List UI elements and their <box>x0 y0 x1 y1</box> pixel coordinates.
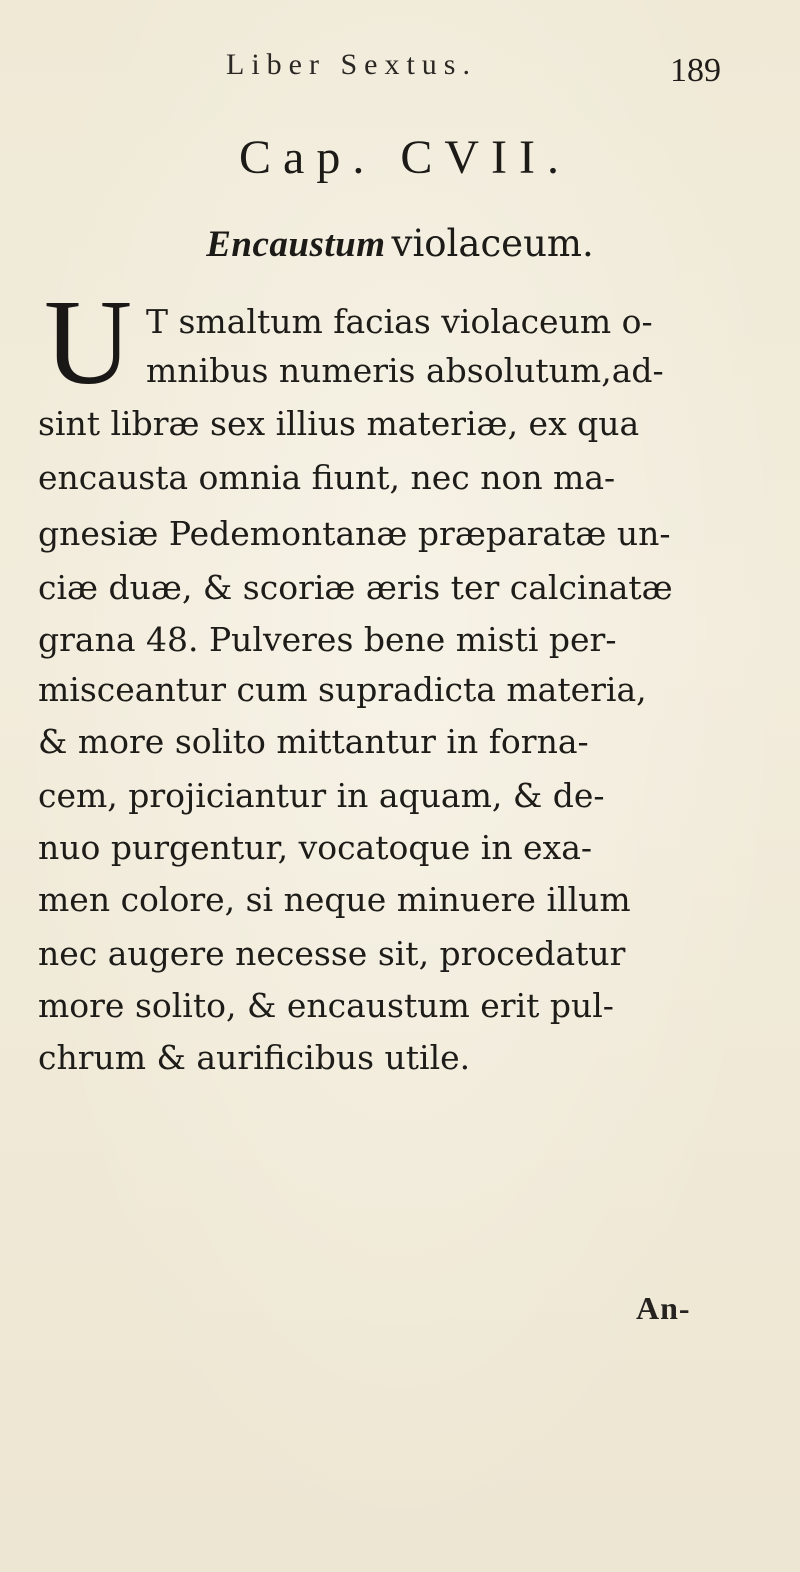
drop-cap: U <box>44 275 133 410</box>
text-line-14: more solito, & encaustum erit pul- <box>38 986 614 1025</box>
text-line-3: sint libræ sex illius materiæ, ex qua <box>38 404 640 443</box>
page-number: 189 <box>670 52 721 89</box>
text-line-12: men colore, si neque minuere illum <box>38 880 631 919</box>
text-line-11: nuo purgentur, vocatoque in exa- <box>38 828 593 867</box>
catchword: An- <box>636 1290 691 1326</box>
text-line-9: & more solito mittantur in forna- <box>38 722 589 761</box>
text-line-10: cem, projiciantur in aquam, & de- <box>38 776 605 815</box>
text-line-5: gnesiæ Pedemontanæ præparatæ un- <box>38 514 671 553</box>
text-line-6: ciæ duæ, & scoriæ æris ter calcinatæ <box>38 568 673 607</box>
recipe-title-italic: Encaustum <box>206 224 386 265</box>
text-line-4: encausta omnia fiunt, nec non ma- <box>38 458 616 497</box>
chapter-heading: Cap. CVII. <box>239 131 571 184</box>
text-line-15: chrum & aurificibus utile. <box>38 1038 471 1077</box>
text-line-2: mnibus numeris absolutum,ad- <box>146 351 664 390</box>
text-line-1: T smaltum facias violaceum o- <box>146 302 653 341</box>
recipe-title-roman: violaceum. <box>391 222 594 265</box>
running-head: Liber Sextus. <box>226 48 477 81</box>
recipe-title <box>0 222 800 266</box>
text-line-7: grana 48. Pulveres bene misti per- <box>38 620 617 659</box>
text-line-8: misceantur cum supradicta materia, <box>38 670 647 709</box>
text-line-13: nec augere necesse sit, procedatur <box>38 934 626 973</box>
